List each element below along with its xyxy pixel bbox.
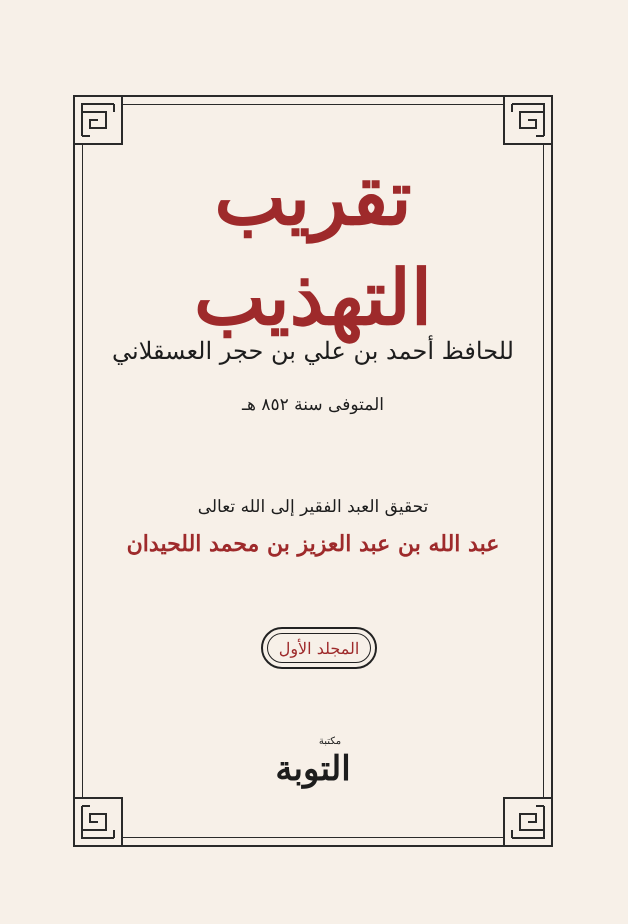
corner-ornament-icon: [73, 95, 123, 145]
tahqiq-line: تحقيق العبد الفقير إلى الله تعالى: [197, 497, 429, 517]
corner-ornament-icon: [503, 797, 553, 847]
book-title: تقريب التهذيب: [194, 153, 432, 342]
volume-label: المجلد الأول: [267, 633, 371, 663]
volume-badge: [261, 627, 377, 669]
publisher-prefix: مكتبة: [318, 736, 342, 747]
death-date: المتوفى سنة ٨٥٢ هـ: [241, 395, 384, 415]
corner-ornament-icon: [73, 797, 123, 847]
publisher-logo: التوبة: [275, 749, 351, 789]
editor-name: عبد الله بن عبد العزيز بن محمد اللحيدان: [126, 531, 500, 557]
author-line: للحافظ أحمد بن علي بن حجر العسقلاني: [112, 337, 514, 365]
corner-ornament-icon: [503, 95, 553, 145]
